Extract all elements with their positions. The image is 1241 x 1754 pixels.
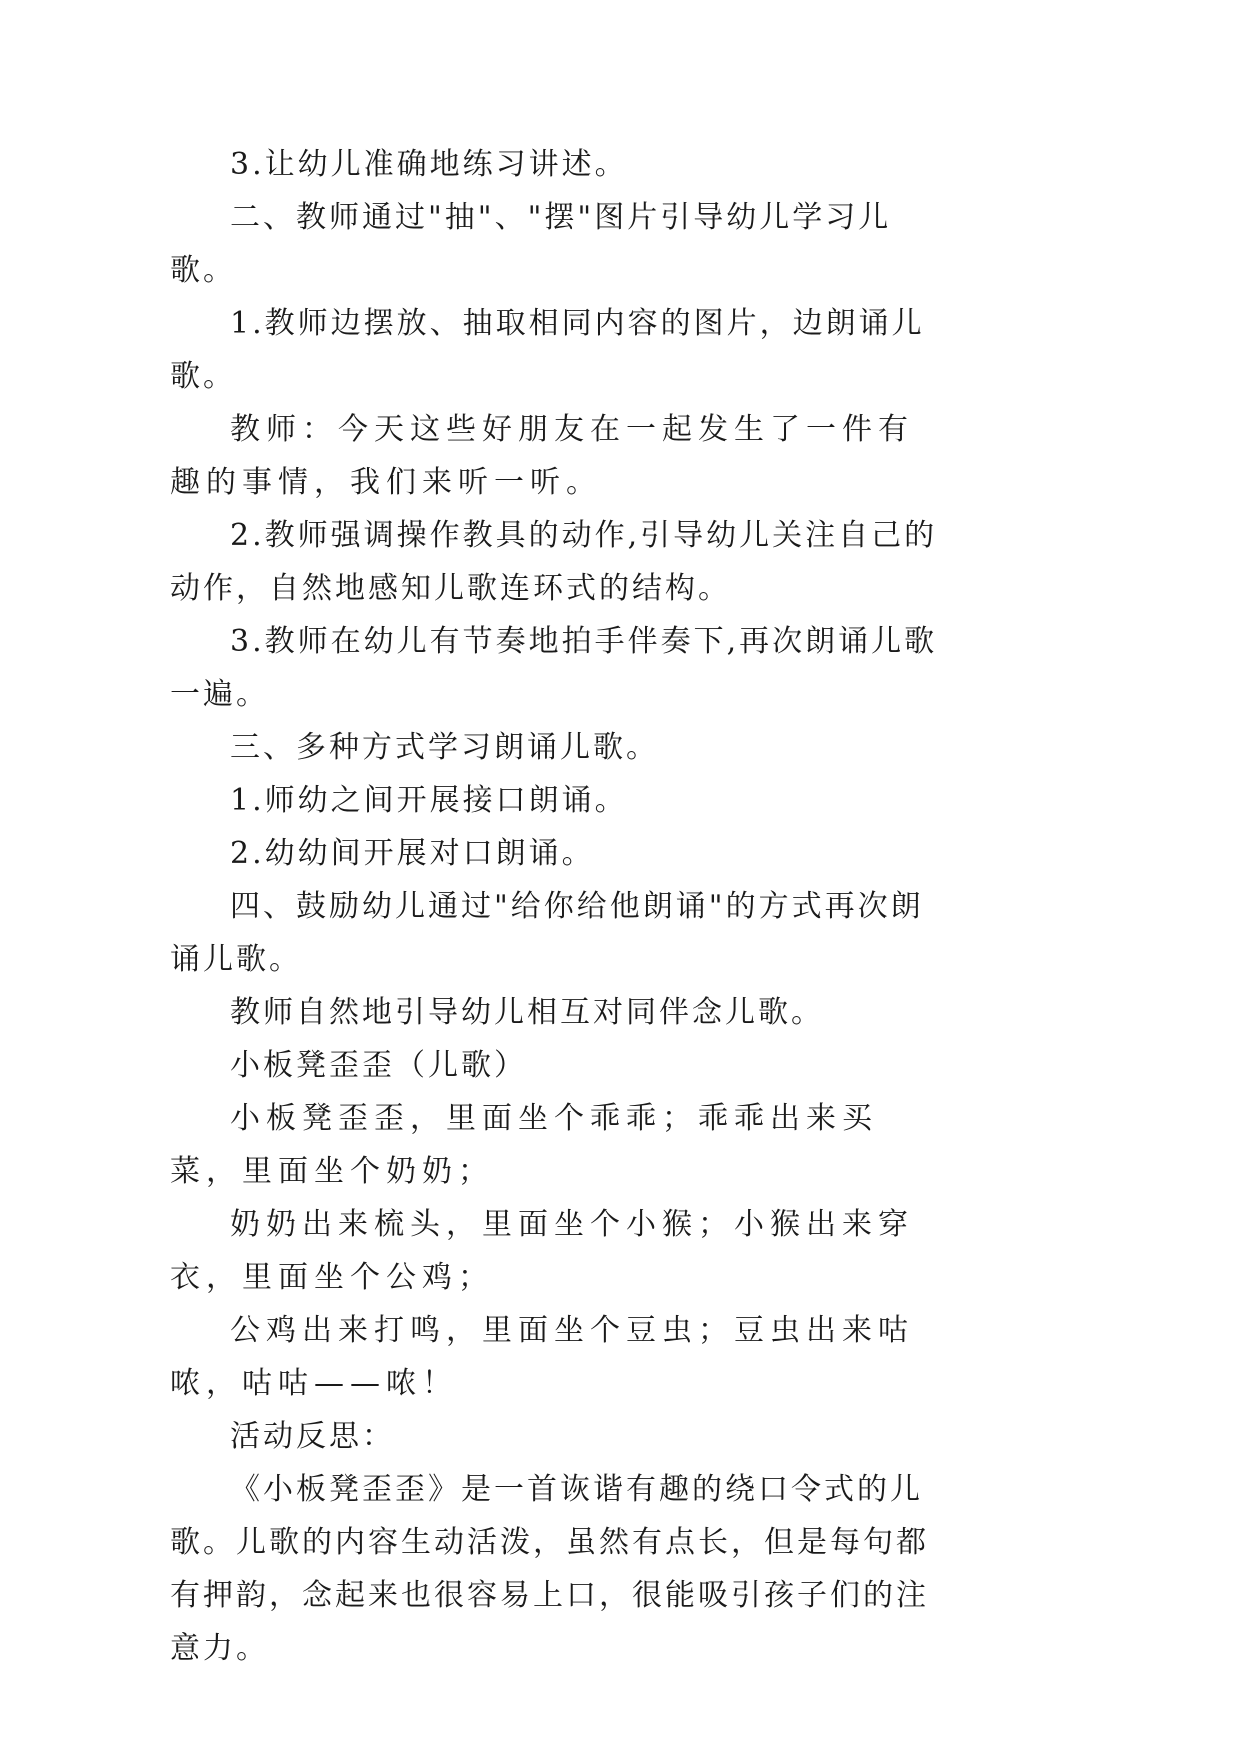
paragraph-section-3-step-2: 2.幼幼间开展对口朗诵。 [230,836,595,871]
poem-verse-3: 公鸡出来打鸣，里面坐个豆虫；豆虫出来咕哝，咕咕——哝！ [170,1313,914,1401]
paragraph-section-2-step-1: 1.教师边摆放、抽取相同内容的图片，边朗诵儿歌。 [170,306,925,394]
paragraph-section-4-heading: 四、鼓励幼儿通过"给你给他朗诵"的方式再次朗诵儿歌。 [170,889,924,977]
paragraph-step-3: 3.让幼儿准确地练习讲述。 [230,147,628,182]
poem-verse-2: 奶奶出来梳头，里面坐个小猴；小猴出来穿衣，里面坐个公鸡； [170,1207,914,1295]
paragraph-section-3-heading: 三、多种方式学习朗诵儿歌。 [230,730,659,765]
paragraph-teacher-speech: 教师：今天这些好朋友在一起发生了一件有趣的事情，我们来听一听。 [170,412,914,500]
paragraph-section-2-step-2: 2.教师强调操作教具的动作,引导幼儿关注自己的动作，自然地感知儿歌连环式的结构。 [170,518,938,606]
paragraph-section-2-step-3: 3.教师在幼儿有节奏地拍手伴奏下,再次朗诵儿歌一遍。 [170,624,938,712]
reflection-body: 《小板凳歪歪》是一首诙谐有趣的绕口令式的儿歌。儿歌的内容生动活泼，虽然有点长，但是每句都有押韵，念起来也很容易上口，很能吸引孩子们的注意力。 [170,1472,929,1666]
poem-verse-1: 小板凳歪歪，里面坐个乖乖；乖乖出来买菜，里面坐个奶奶； [170,1101,878,1189]
paragraph-section-3-step-1: 1.师幼之间开展接口朗诵。 [230,783,628,818]
document-body [170,138,945,1675]
paragraph-section-4-detail: 教师自然地引导幼儿相互对同伴念儿歌。 [230,995,824,1030]
paragraph-section-2-heading: 二、教师通过"抽"、"摆"图片引导幼儿学习儿歌。 [170,200,892,288]
reflection-heading: 活动反思： [230,1419,395,1454]
poem-title: 小板凳歪歪（儿歌） [230,1048,527,1083]
